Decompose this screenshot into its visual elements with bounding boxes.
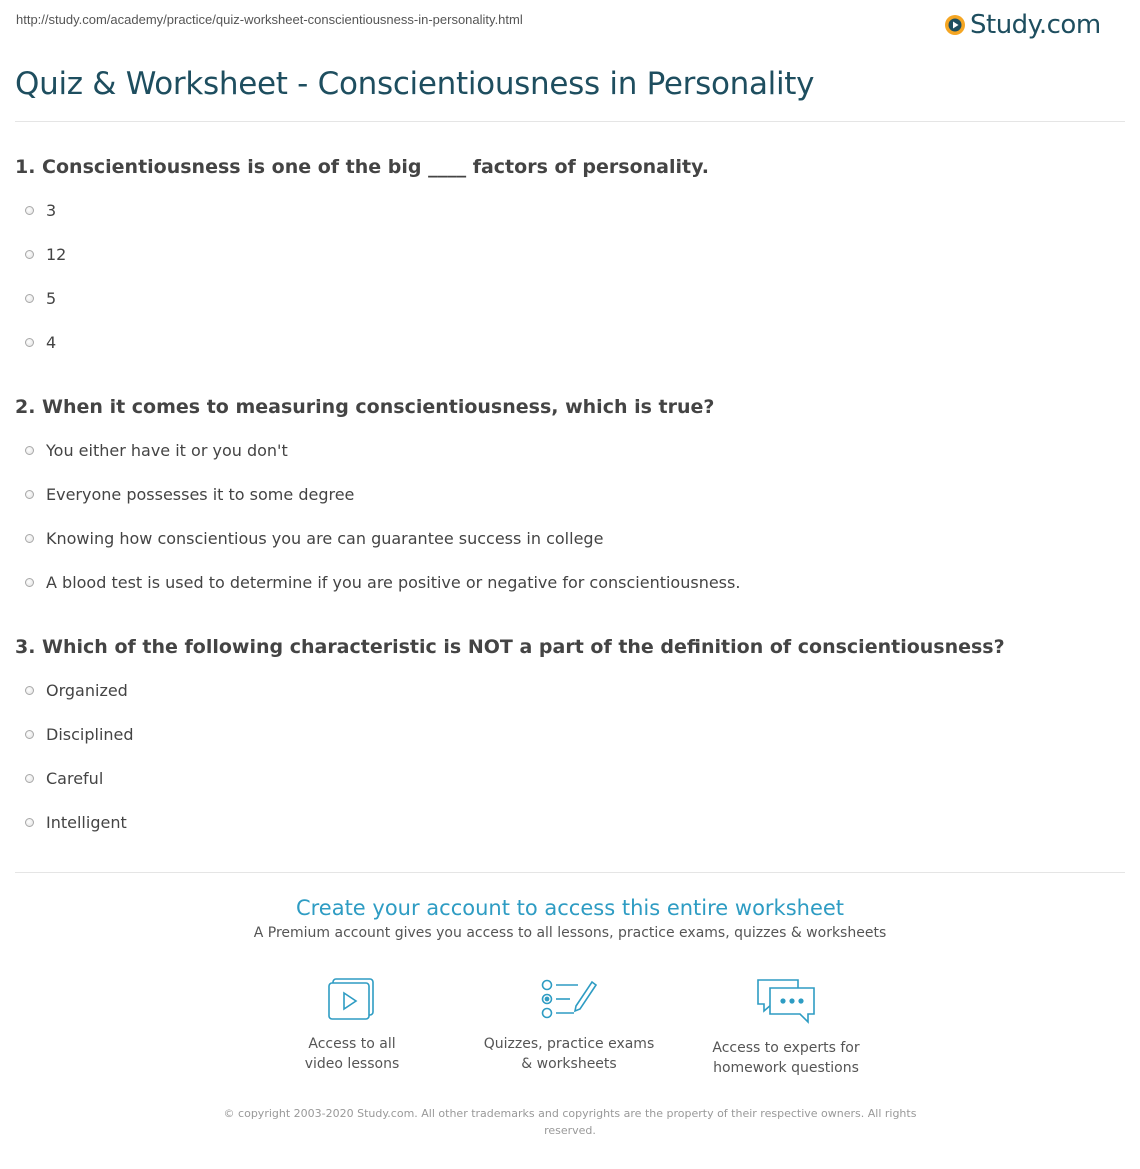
study-logo[interactable] [944, 6, 1101, 44]
feature-line-1: Quizzes, practice exams [483, 1036, 655, 1052]
question-1: 1. Conscientiousness is one of the big ____ factors of personality. [15, 156, 709, 178]
radio-button[interactable] [25, 206, 34, 215]
option-label: Everyone possesses it to some degree [46, 484, 355, 504]
q2-option-3[interactable] [25, 528, 603, 548]
feature-line-2: & worksheets [521, 1056, 617, 1072]
option-label: 4 [46, 332, 57, 352]
quiz-checklist-icon [540, 976, 598, 1022]
feature-video-lessons [252, 976, 452, 1074]
feature-experts [686, 976, 886, 1078]
radio-button[interactable] [25, 534, 34, 543]
option-label: Organized [46, 680, 128, 700]
q2-option-2[interactable] [25, 484, 354, 504]
radio-button[interactable] [25, 490, 34, 499]
radio-button[interactable] [25, 294, 34, 303]
logo-text: Study.com [970, 10, 1101, 40]
radio-button[interactable] [25, 730, 34, 739]
page-title: Quiz & Worksheet - Conscientiousness in Personality [15, 66, 815, 102]
q2-option-4[interactable] [25, 572, 740, 592]
radio-button[interactable] [25, 686, 34, 695]
q1-option-4[interactable] [25, 332, 56, 352]
q1-option-1[interactable] [25, 200, 56, 220]
cta-subheading: A Premium account gives you access to all lessons, practice exams, quizzes & worksheets [253, 925, 887, 941]
feature-line-2: video lessons [304, 1056, 400, 1072]
radio-button[interactable] [25, 774, 34, 783]
q3-option-2[interactable] [25, 724, 134, 744]
create-account-link[interactable]: Create your account to access this entire worksheet [295, 896, 845, 920]
title-divider [15, 121, 1125, 122]
copyright-notice [215, 1105, 925, 1139]
q3-option-3[interactable] [25, 768, 103, 788]
chat-bubbles-icon [754, 976, 818, 1026]
copyright-line-1: © copyright 2003-2020 Study.com. All other trademarks and copyrights are the property of their respective owners. All rights [223, 1107, 917, 1120]
question-2: 2. When it comes to measuring conscientiousness, which is true? [15, 396, 715, 418]
feature-line-2: homework questions [713, 1060, 859, 1076]
feature-quizzes [469, 976, 669, 1074]
q3-option-1[interactable] [25, 680, 128, 700]
feature-line-1: Access to experts for [712, 1040, 860, 1056]
question-3: 3. Which of the following characteristic is NOT a part of the definition of conscientiousness? [15, 636, 1005, 658]
option-label: Disciplined [46, 724, 134, 744]
radio-button[interactable] [25, 250, 34, 259]
q3-option-4[interactable] [25, 812, 127, 832]
q2-option-1[interactable] [25, 440, 288, 460]
radio-button[interactable] [25, 338, 34, 347]
option-label: Careful [46, 768, 104, 788]
option-label: Knowing how conscientious you are can guarantee success in college [46, 528, 604, 548]
radio-button[interactable] [25, 446, 34, 455]
radio-button[interactable] [25, 578, 34, 587]
page-url: http://study.com/academy/practice/quiz-worksheet-conscientiousness-in-personality.html [16, 12, 523, 27]
option-label: You either have it or you don't [46, 440, 288, 460]
option-label: 12 [46, 244, 67, 264]
q1-option-3[interactable] [25, 288, 56, 308]
option-label: Intelligent [46, 812, 127, 832]
video-lessons-icon [326, 976, 378, 1022]
option-label: 3 [46, 200, 57, 220]
play-logo-icon [944, 14, 966, 36]
option-label: 5 [46, 288, 57, 308]
feature-line-1: Access to all [308, 1036, 396, 1052]
option-label: A blood test is used to determine if you are positive or negative for conscientiousness. [46, 572, 741, 592]
copyright-line-2: reserved. [544, 1124, 596, 1137]
radio-button[interactable] [25, 818, 34, 827]
q1-option-2[interactable] [25, 244, 66, 264]
cta-divider [15, 872, 1125, 873]
